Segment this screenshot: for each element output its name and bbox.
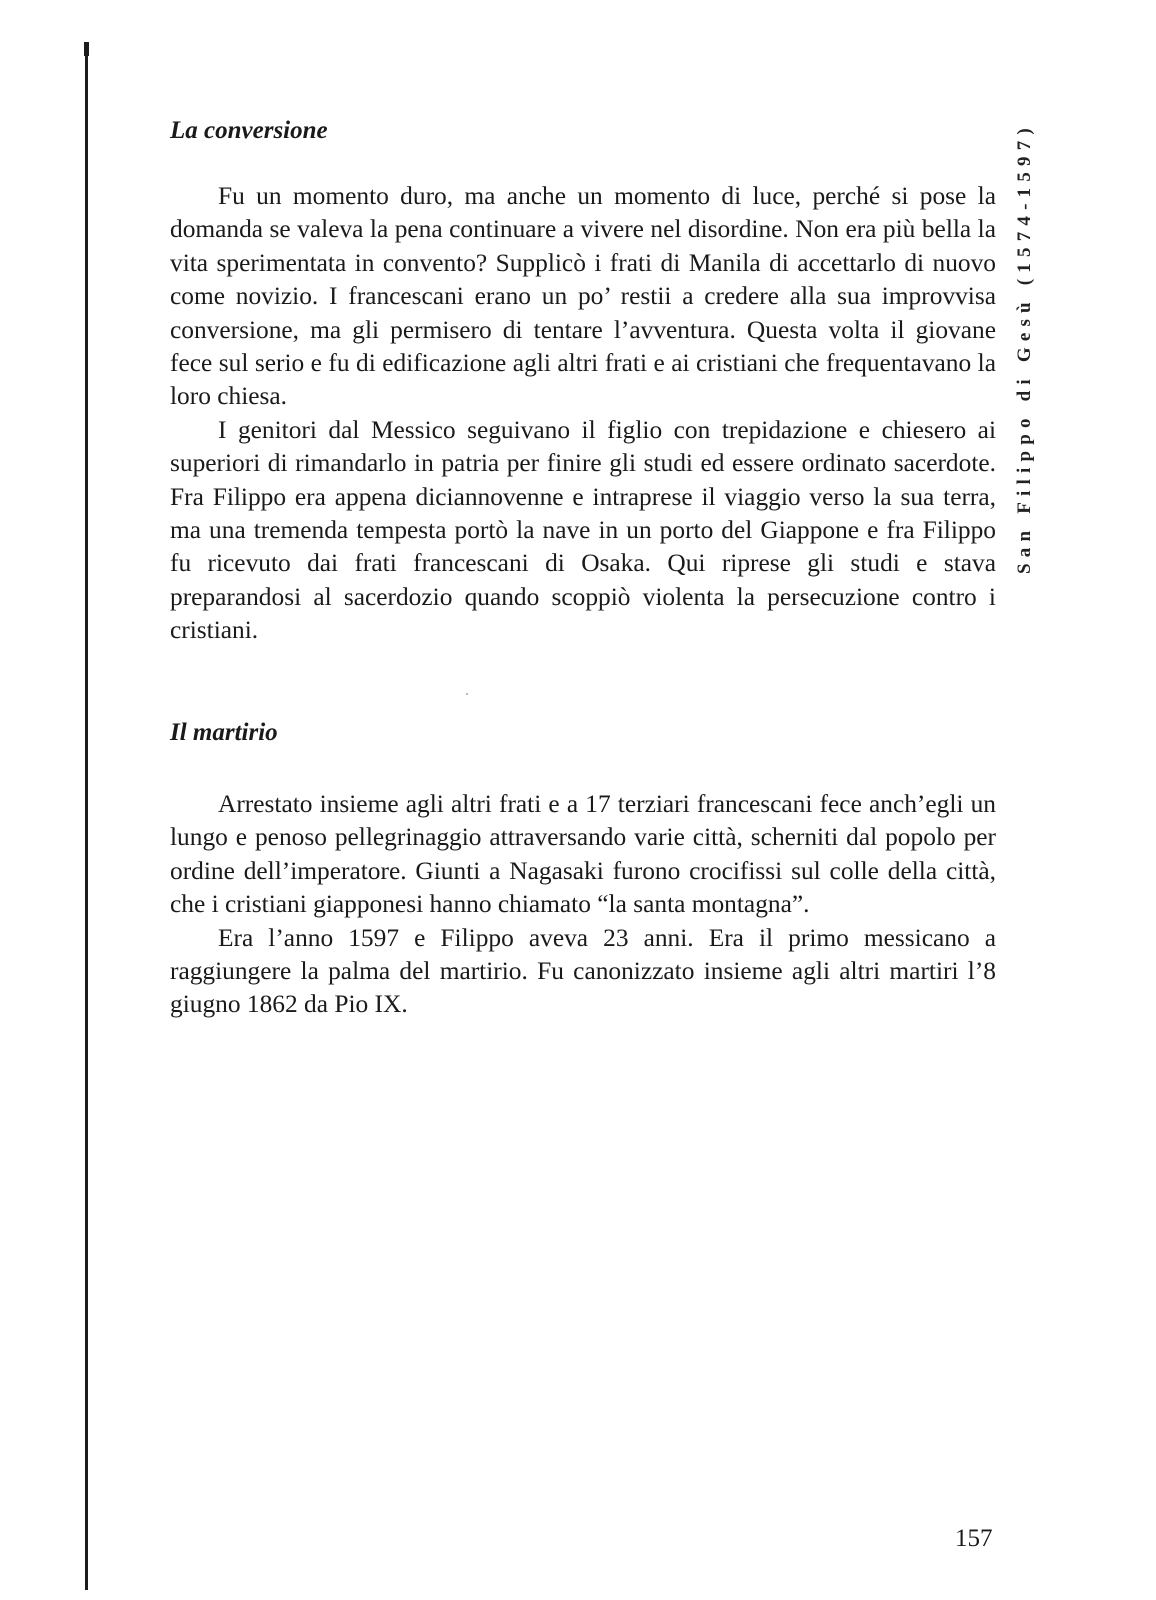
paragraph: Arrestato insieme agli altri frati e a 17 terziari francescani fece anch’egli un lungo e penoso pellegrinaggio attraversando varie città, scherniti dal popolo per ordine dell’imperatore. Giunti a Nagasaki furono crocifissi sul colle della città, che i cristiani giapponesi hanno chiamato “la santa montagna”. [170, 790, 996, 919]
running-head-text: San Filippo di Gesù (1574-1597) [1014, 122, 1035, 574]
page-number: 157 [955, 1525, 993, 1552]
binding-edge-tick [84, 42, 89, 56]
binding-edge-line [85, 50, 88, 1590]
section-heading-il-martirio: Il martirio [170, 719, 278, 746]
section-body-il-martirio [170, 788, 996, 1022]
paragraph: Era l’anno 1597 e Filippo aveva 23 anni. Era il primo messicano a raggiungere la palma del martirio. Fu canonizzato insieme agli altri martiri l’8 giugno 1862 da Pio IX. [170, 923, 996, 1019]
paragraph: I genitori dal Messico seguivano il figlio con trepidazione e chiesero ai superiori di rimandarlo in patria per finire gli studi ed essere ordinato sacerdote. Fra Filippo era appena diciannovenne e intraprese il viaggio verso la sua terra, ma una tremenda tempesta portò la nave in un porto del Giappone e fra Filippo fu ricevuto dai frati francescani di Osaka. Qui riprese gli studi e stava preparandosi al sacerdozio quando scoppiò violenta la persecuzione contro i cristiani. [170, 415, 996, 645]
running-head [1014, 88, 1036, 608]
paragraph: Fu un momento duro, ma anche un momento di luce, perché si pose la domanda se valeva la pena continuare a vivere nel disordine. Non era più bella la vita sperimentata in convento? Supplicò i frati di Manila di accettarlo di nuovo come novizio. I francescani erano un po’ restii a credere alla sua improvvisa conversione, ma gli permisero di tentare l’avventura. Questa volta il giovane fece sul serio e fu di edificazione agli altri frati e ai cristiani che frequentavano la loro chiesa. [170, 182, 996, 411]
print-speck [466, 693, 468, 695]
section-body-la-conversione [170, 180, 996, 648]
section-heading-la-conversione: La conversione [170, 117, 328, 144]
